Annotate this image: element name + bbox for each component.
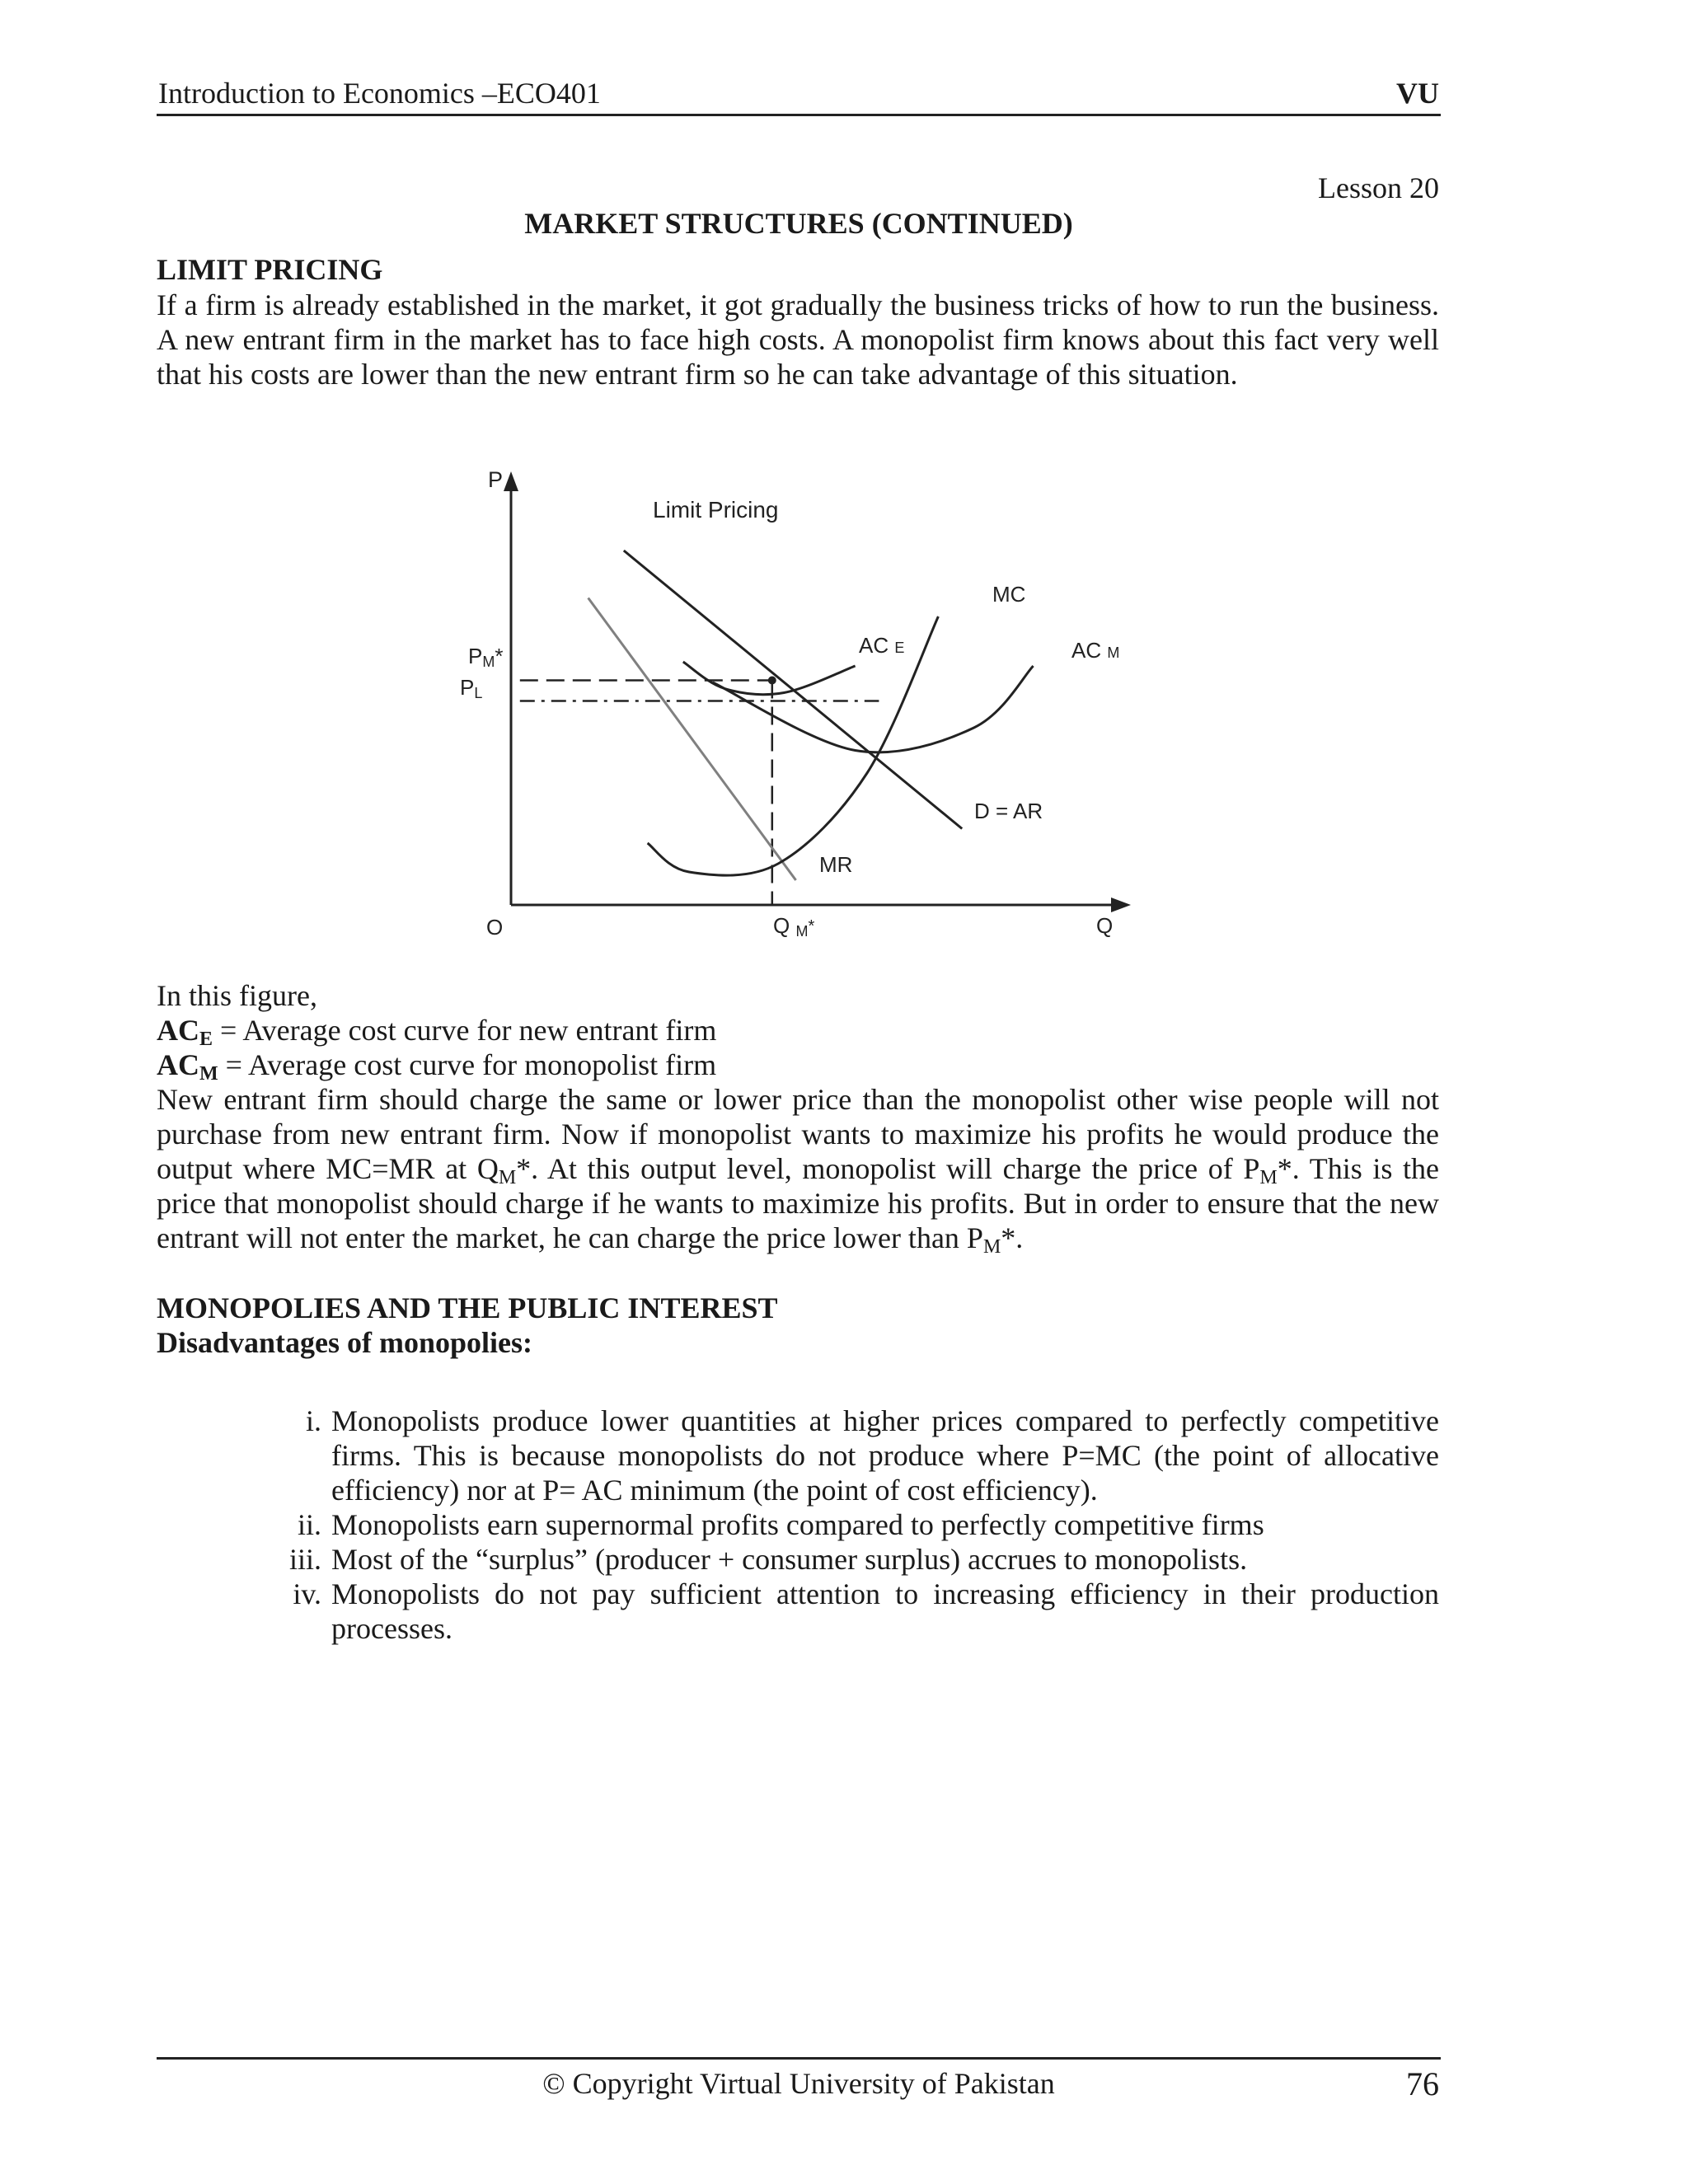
disadvantages-list <box>272 1404 1439 1646</box>
limit-pricing-text: If a firm is already established in the market, it got gradually the business tricks of how to run the business. A new entrant firm in the market has to face high costs. A monopolist firm knows about this fact very well that his costs are lower than the new entrant firm so he can take advantage of this situation. <box>157 288 1439 391</box>
acm-label-main: AC <box>1071 638 1108 663</box>
mr-label: MR <box>819 852 853 877</box>
y-axis-arrow-icon <box>504 471 518 491</box>
page-footer <box>157 2057 1441 2109</box>
ace-definition <box>157 1013 1439 1050</box>
ace-label <box>859 633 904 658</box>
figure-explanation <box>157 978 1439 1085</box>
x-axis-arrow-icon <box>1111 898 1131 912</box>
pm-label <box>468 644 503 670</box>
monopolist-pricing-text <box>157 1082 1440 1258</box>
list-item-text: Monopolists earn supernormal profits compared to perfectly competitive firms <box>331 1508 1264 1541</box>
list-item-text: Monopolists do not pay sufficient attention to increasing efficiency in their production processes. <box>331 1577 1439 1645</box>
course-title: Introduction to Economics –ECO401 <box>158 77 601 110</box>
limit-pricing-chart <box>429 462 1154 956</box>
pl-label-sub: L <box>474 685 483 701</box>
acm-curve <box>713 666 1034 752</box>
body-part-b: *. At this output level, monopolist will charge the price of P <box>516 1152 1260 1185</box>
sub-m-1: M <box>498 1167 517 1188</box>
mr-curve <box>588 598 796 881</box>
mc-label: MC <box>992 582 1026 607</box>
list-item-number: i. <box>305 1404 321 1437</box>
sub-m-3: M <box>982 1236 1001 1258</box>
pl-label <box>460 675 482 701</box>
y-axis-label: P <box>488 467 504 492</box>
qm-label <box>773 913 814 940</box>
pl-label-main: P <box>460 675 475 700</box>
page-number: 76 <box>1406 2065 1439 2102</box>
sub-m-2: M <box>1259 1167 1278 1188</box>
list-item-text: Most of the “surplus” (producer + consumer surplus) accrues to monopolists. <box>331 1543 1248 1576</box>
pm-label-sub: M <box>482 654 495 670</box>
list-item-text: Monopolists produce lower quantities at higher prices compared to perfectly competitive firms. This is because monopolists do not produce where P=MC (the point of allocative efficiency) nor at P= AC minimum (the point of cost efficiency). <box>331 1404 1439 1507</box>
qm-label-star: * <box>808 917 815 935</box>
limit-pricing-paragraph <box>157 288 1439 391</box>
list-item-number: ii. <box>297 1508 321 1541</box>
page-header <box>157 76 1441 116</box>
equilibrium-point <box>768 677 776 685</box>
demand-label: D = AR <box>974 799 1043 823</box>
section-heading-limit-pricing: LIMIT PRICING <box>157 253 383 286</box>
page-title: MARKET STRUCTURES (CONTINUED) <box>524 207 1073 240</box>
list-item <box>272 1577 1439 1646</box>
acm-term: AC <box>157 1048 199 1081</box>
acm-def: = Average cost curve for monopolist firm <box>218 1048 717 1081</box>
list-item <box>272 1404 1439 1507</box>
lesson-number: Lesson 20 <box>1318 171 1439 204</box>
body-part-c: *. This is the price that monopolist should charge if he wants to maximize his profits. But in order to ensure that the new entrant will not enter the market, he can charge the price lower than P <box>157 1152 1440 1254</box>
chart-svg <box>429 462 1154 956</box>
pm-label-star: * <box>495 644 504 668</box>
qm-label-sub: M <box>795 923 809 940</box>
monopolist-pricing-paragraph <box>157 1082 1440 1258</box>
subheading-disadvantages: Disadvantages of monopolies: <box>157 1326 533 1359</box>
body-part-d: *. <box>1001 1221 1024 1254</box>
list-item <box>272 1507 1439 1542</box>
acm-label <box>1071 638 1119 663</box>
brand-mark: VU <box>1396 77 1439 110</box>
chart-title: Limit Pricing <box>653 497 779 523</box>
ace-term-sub: E <box>199 1029 213 1050</box>
x-axis-label: Q <box>1096 913 1114 938</box>
ace-term: AC <box>157 1014 199 1047</box>
acm-term-sub: M <box>199 1063 218 1085</box>
ace-label-sub: E <box>894 640 905 656</box>
ace-label-main: AC <box>859 633 895 658</box>
qm-label-main: Q <box>773 913 796 938</box>
list-item-number: iv. <box>293 1577 321 1610</box>
body-part-a: New entrant firm should charge the same or lower price than the monopolist other wise people will not purchase from new entrant firm. Now if monopolist wants to maximize his profits he would produce the output where MC=MR at Q <box>157 1083 1439 1185</box>
origin-label: O <box>486 915 504 940</box>
acm-label-sub: M <box>1107 644 1120 661</box>
acm-definition <box>157 1047 1439 1085</box>
pm-label-main: P <box>468 644 483 668</box>
ace-def: = Average cost curve for new entrant firm <box>213 1014 717 1047</box>
list-item <box>272 1542 1439 1577</box>
section-heading-monopolies: MONOPOLIES AND THE PUBLIC INTEREST <box>157 1291 778 1324</box>
figure-intro: In this figure, <box>157 979 317 1012</box>
copyright-text: © Copyright Virtual University of Pakistan <box>542 2067 1055 2100</box>
list-item-number: iii. <box>288 1543 321 1576</box>
